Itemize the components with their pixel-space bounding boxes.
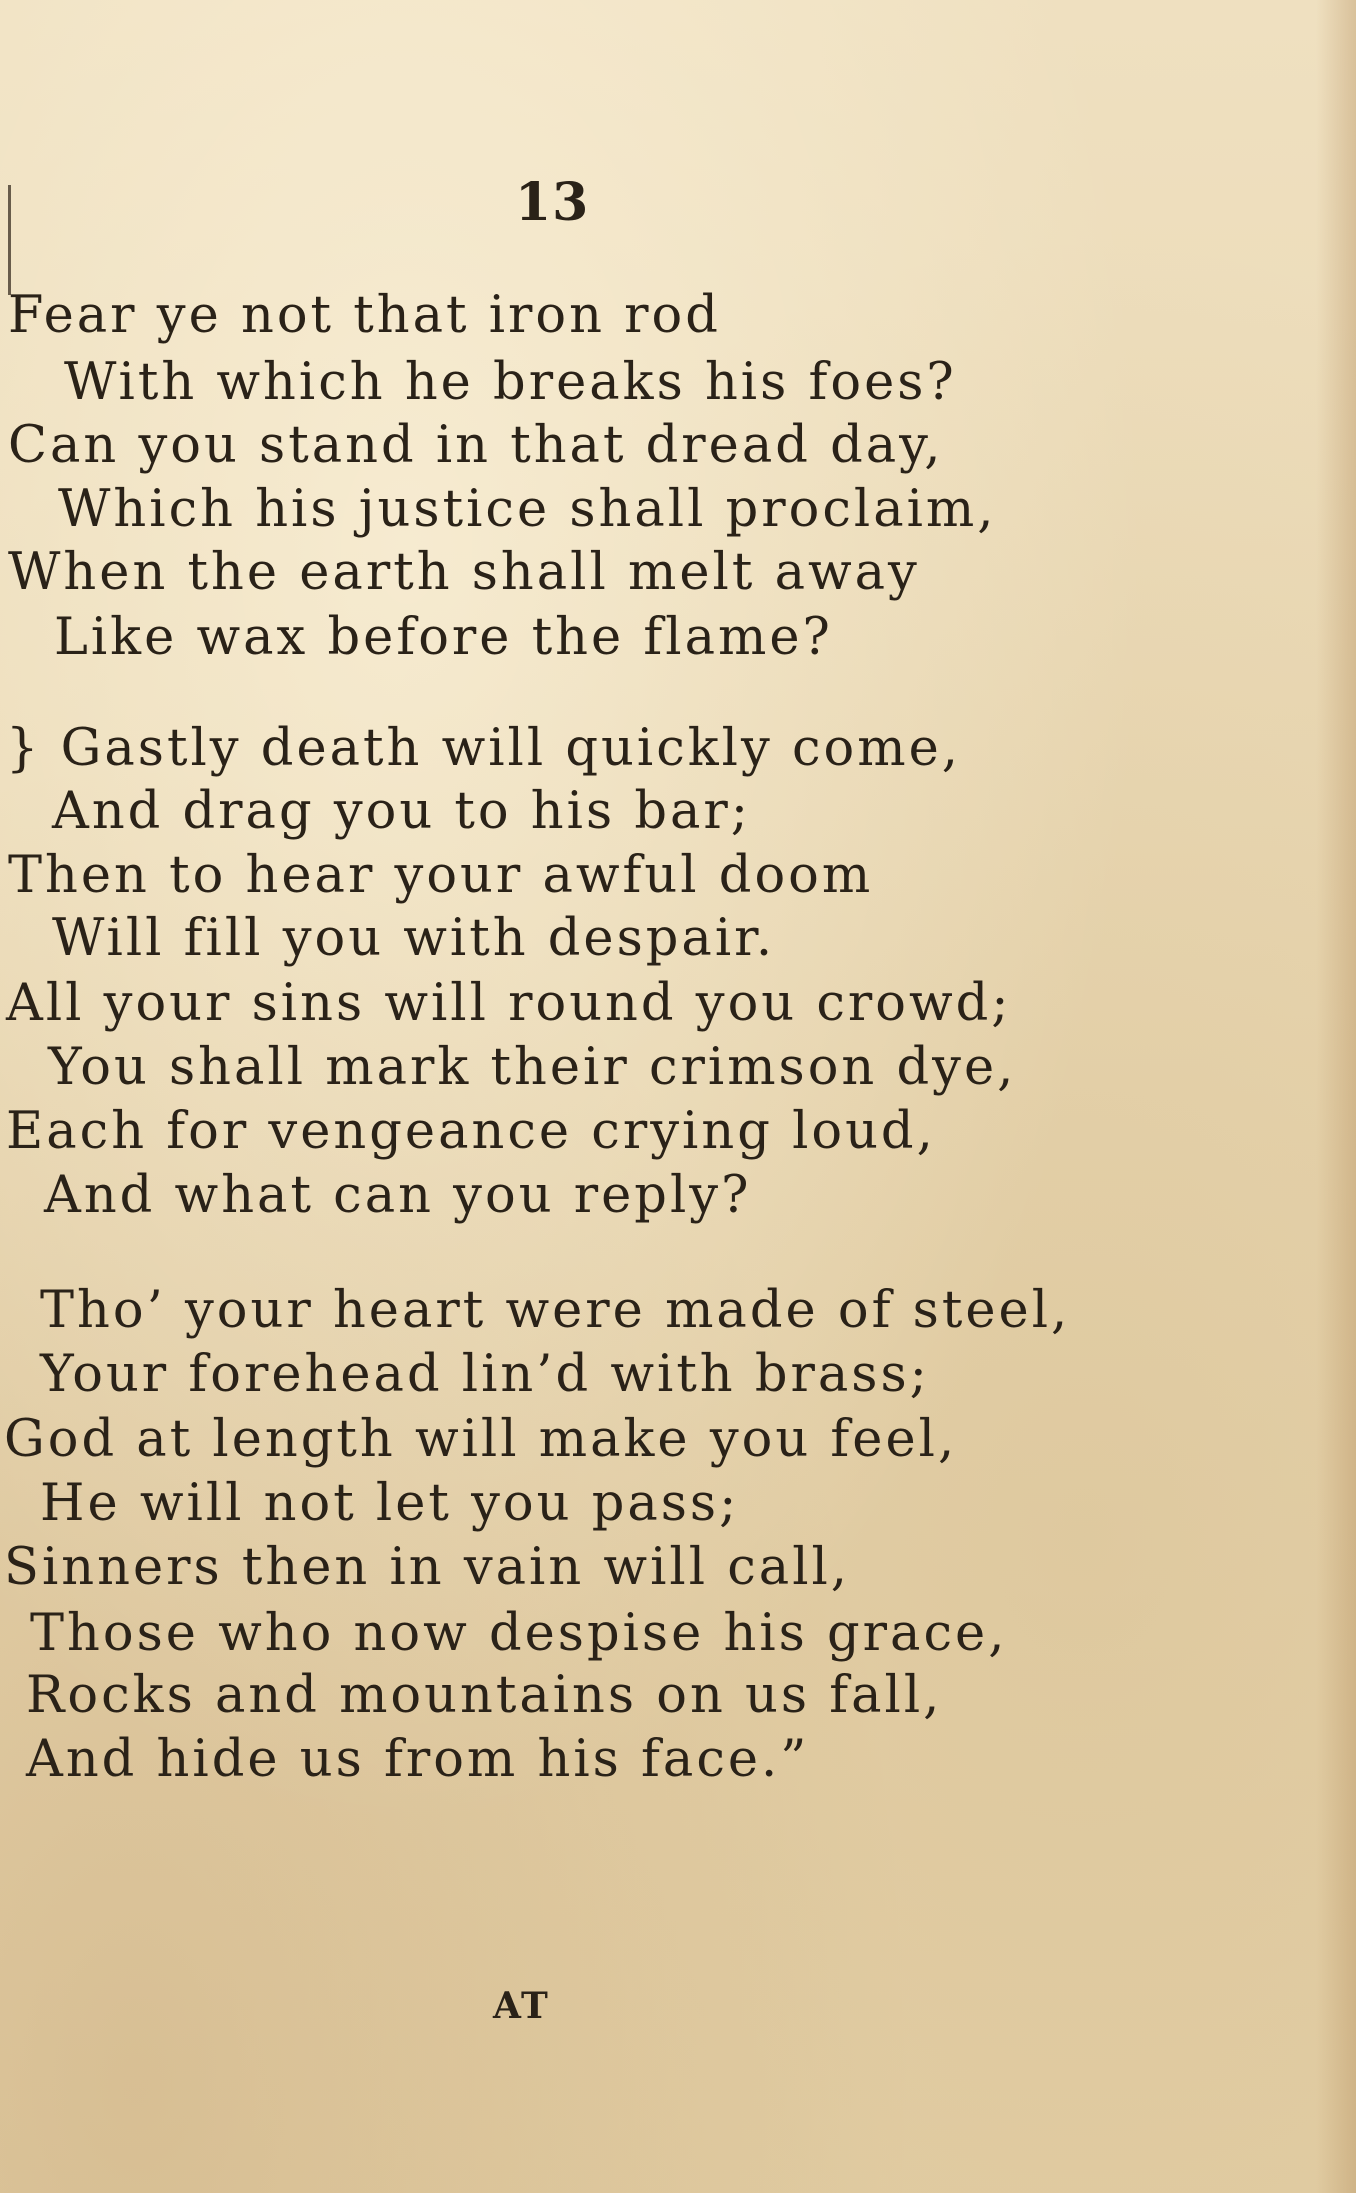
verse-line: And drag you to his bar;	[52, 782, 751, 841]
verse-line: Those who now despise his grace,	[30, 1604, 1008, 1663]
verse-line: He will not let you pass;	[40, 1474, 740, 1533]
verse-line: Like wax before the flame?	[54, 608, 833, 667]
verse-line: Each for vengeance crying loud,	[6, 1102, 936, 1161]
verse-line: } Gastly death will quickly come,	[6, 719, 962, 778]
verse-line: Can you stand in that dread day,	[8, 416, 944, 475]
catchword: AT	[493, 1985, 550, 2027]
verse-line: And what can you reply?	[44, 1166, 752, 1225]
verse-line: And hide us from his face.”	[26, 1730, 810, 1789]
page-edge-shadow	[1316, 0, 1356, 2193]
verse-line: Which his justice shall proclaim,	[58, 480, 997, 539]
verse-line: Tho’ your heart were made of steel,	[40, 1281, 1071, 1340]
verse-line: Then to hear your awful doom	[8, 846, 874, 905]
verse-line: Will fill you with despair.	[52, 909, 776, 968]
verse-line: When the earth shall melt away	[8, 543, 920, 602]
verse-line: All your sins will round you crowd;	[6, 974, 1012, 1033]
verse-line: Fear ye not that iron rod	[8, 286, 721, 345]
verse-line: With which he breaks his foes?	[64, 353, 957, 412]
verse-line: Rocks and mountains on us fall,	[26, 1666, 943, 1725]
verse-line: Your forehead lin’d with brass;	[40, 1345, 930, 1404]
margin-rule	[8, 185, 11, 295]
verse-line: Sinners then in vain will call,	[4, 1538, 851, 1597]
verse-line: God at length will make you feel,	[4, 1410, 958, 1469]
page-number: 13	[515, 172, 590, 233]
verse-line: You shall mark their crimson dye,	[48, 1038, 1017, 1097]
